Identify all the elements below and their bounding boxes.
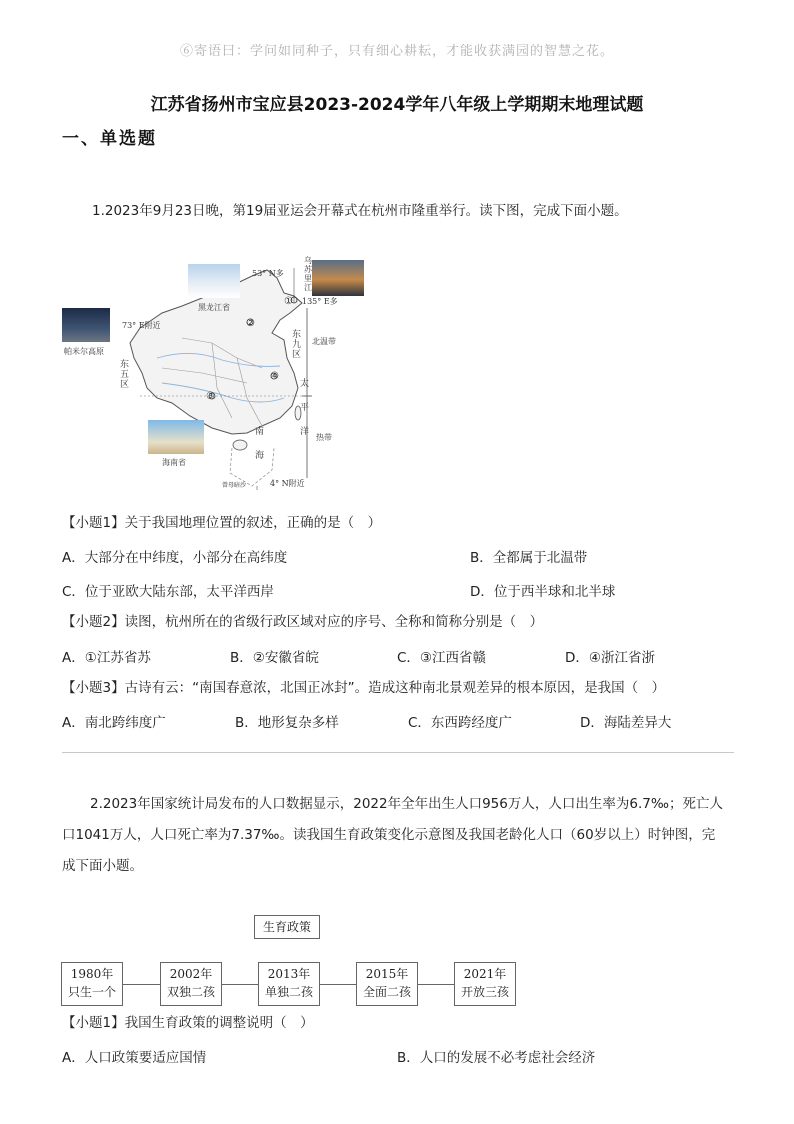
policy-box-2015 <box>356 962 418 1006</box>
q1-sub1-option-d[interactable]: D．位于西半球和北半球 <box>470 584 616 600</box>
q1-sub3-option-b[interactable]: B．地形复杂多样 <box>235 715 339 731</box>
label-53n: 53° N多 <box>252 269 284 278</box>
policy-header-box: 生育政策 <box>254 915 320 939</box>
connector-1 <box>122 984 160 985</box>
page-title: 江苏省扬州市宝应县2023-2024学年八年级上学期期末地理试题 <box>150 95 644 115</box>
q1-sub3-option-a[interactable]: A．南北跨纬度广 <box>62 715 166 731</box>
label-tropics: 热带 <box>316 433 332 442</box>
policy-name: 全面二孩 <box>362 985 411 999</box>
marker-3: ③ <box>206 391 215 402</box>
connector-2 <box>221 984 259 985</box>
label-73e: 73° E附近 <box>122 321 161 330</box>
q1-sub2-option-b[interactable]: B．②安徽省皖 <box>230 650 319 666</box>
question-2-para-2: 口1041万人，人口死亡率为7.37‰。读我国生育政策变化示意图及我国老龄化人口（60岁以上）时钟图，完 <box>62 827 716 843</box>
motto-header: ⑥寄语曰：学问如同种子，只有细心耕耘，才能收获满园的智慧之花。 <box>179 44 614 59</box>
question-2-para-3: 成下面小题。 <box>62 858 143 874</box>
policy-name: 只生一个 <box>67 985 116 999</box>
q1-sub2-option-c[interactable]: C．③江西省赣 <box>397 650 487 666</box>
q1-sub2-option-d[interactable]: D．④浙江省浙 <box>565 650 655 666</box>
q2-sub1-stem: 【小题1】我国生育政策的调整说明（ ） <box>62 1015 314 1031</box>
label-north-temperate: 北温带 <box>312 337 336 346</box>
label-wusuli: 乌苏里江 <box>304 256 312 292</box>
label-east9: 东九区 <box>292 330 302 360</box>
marker-1: ① <box>284 296 293 307</box>
label-135e: 135° E多 <box>302 297 338 306</box>
marker-2: ② <box>246 318 255 329</box>
q1-sub2-option-a[interactable]: A．①江苏省苏 <box>62 650 151 666</box>
connector-4 <box>417 984 455 985</box>
policy-name: 开放三孩 <box>460 985 509 999</box>
label-zengmu: 曾母暗沙 <box>222 482 247 489</box>
policy-name: 单独二孩 <box>264 985 313 999</box>
q1-sub3-stem: 【小题3】古诗有云：“南国春意浓，北国正冰封”。造成这种南北景观差异的根本原因，是我国（ ） <box>62 680 666 696</box>
heilongjiang-photo <box>188 264 240 298</box>
policy-box-2021 <box>454 962 516 1006</box>
q2-sub1-option-b[interactable]: B．人口的发展不必考虑社会经济 <box>397 1050 596 1066</box>
q1-sub1-option-a[interactable]: A．大部分在中纬度，小部分在高纬度 <box>62 550 288 566</box>
policy-name: 双独二孩 <box>166 985 215 999</box>
label-pacific: 太平洋 <box>300 379 310 437</box>
label-heilongjiang: 黑龙江省 <box>198 303 230 312</box>
connector-3 <box>319 984 357 985</box>
pamir-photo <box>62 308 110 342</box>
policy-year: 2002年 <box>169 967 213 981</box>
q1-sub2-stem: 【小题2】读图，杭州所在的省级行政区域对应的序号、全称和简称分别是（ ） <box>62 614 544 630</box>
policy-box-2013 <box>258 962 320 1006</box>
label-hainan: 海南省 <box>162 458 186 467</box>
hainan-photo <box>148 420 204 454</box>
policy-year: 1980年 <box>70 967 114 981</box>
q1-sub3-option-c[interactable]: C．东西跨经度广 <box>408 715 512 731</box>
question-2-para-1: 2.2023年国家统计局发布的人口数据显示，2022年全年出生人口956万人，人口出生率为6.7‰；死亡人 <box>90 796 723 812</box>
q1-sub1-option-c[interactable]: C．位于亚欧大陆东部，太平洋西岸 <box>62 584 274 600</box>
label-pamir: 帕米尔高原 <box>64 347 104 356</box>
policy-box-1980 <box>61 962 123 1006</box>
policy-box-2002 <box>160 962 222 1006</box>
q2-sub1-option-a[interactable]: A．人口政策要适应国情 <box>62 1050 207 1066</box>
wusuli-photo <box>312 260 364 296</box>
label-south-sea: 南海 <box>255 427 265 461</box>
question-1-stem: 1.2023年9月23日晚，第19届亚运会开幕式在杭州市隆重举行。读下图，完成下面小题。 <box>92 203 628 219</box>
china-map-figure <box>62 248 372 493</box>
label-4n: 4° N附近 <box>270 479 305 488</box>
policy-year: 2015年 <box>365 967 409 981</box>
marker-4: ④ <box>270 371 279 382</box>
q1-sub1-stem: 【小题1】关于我国地理位置的叙述，正确的是（ ） <box>62 515 382 531</box>
section-divider <box>62 752 734 753</box>
q1-sub3-option-d[interactable]: D．海陆差异大 <box>580 715 672 731</box>
policy-year: 2013年 <box>267 967 311 981</box>
section-heading: 一、单选题 <box>62 129 157 149</box>
policy-year: 2021年 <box>463 967 507 981</box>
q1-sub1-option-b[interactable]: B．全都属于北温带 <box>470 550 588 566</box>
label-east5: 东五区 <box>120 360 130 390</box>
